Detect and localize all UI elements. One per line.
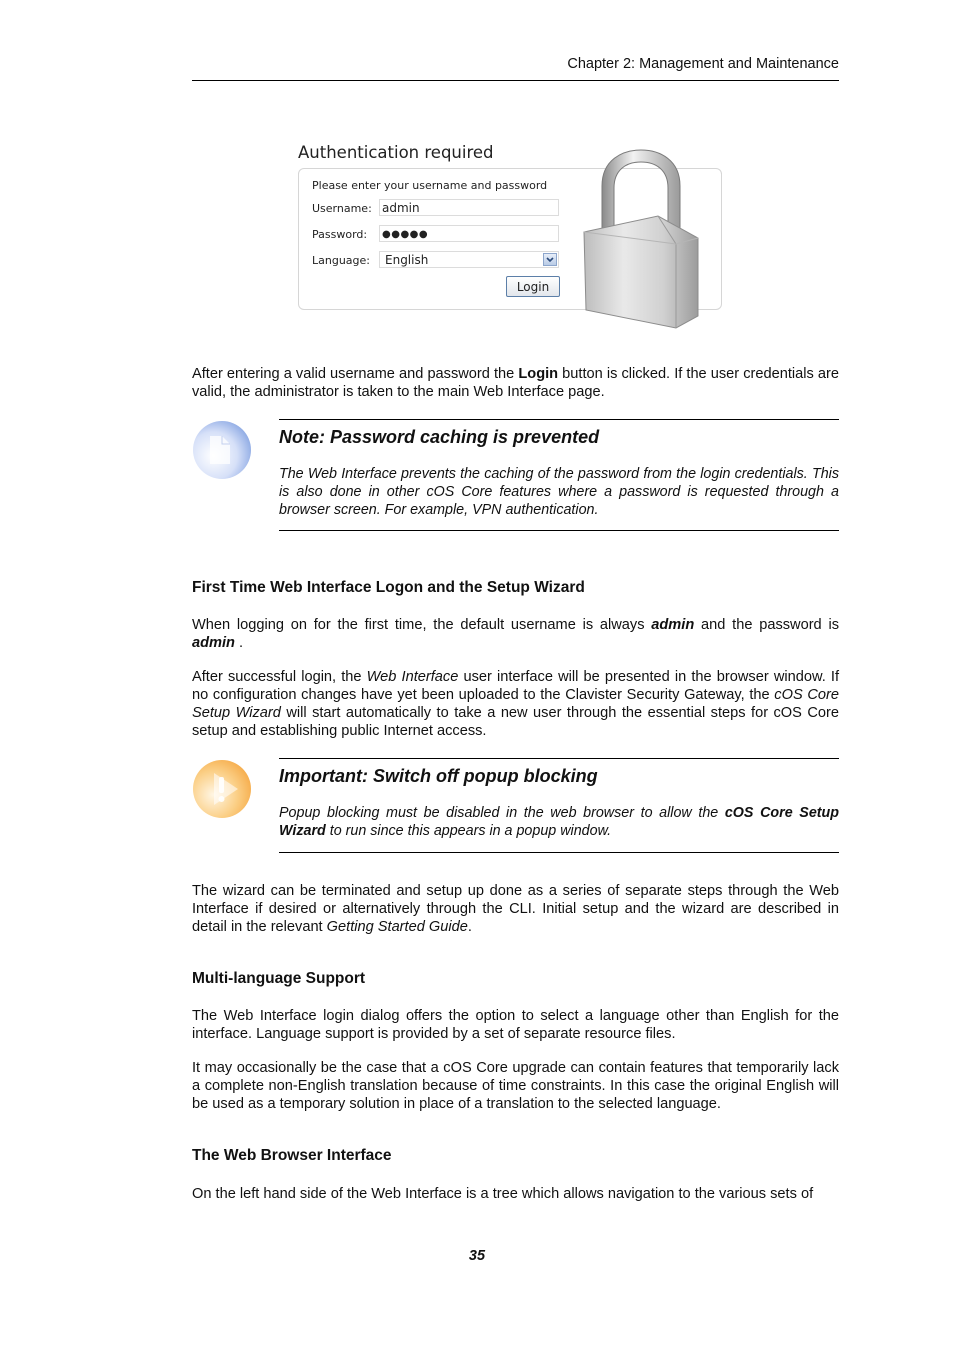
text-run: After successful login, the (192, 669, 367, 685)
emphasis: Web Interface (366, 669, 459, 685)
important-bottom-rule (279, 852, 839, 853)
language-paragraph-2: It may occasionally be the case that a cOS Core upgrade can contain features that temporarily lack a complete non-English translation because of time constraints. In this case the original English will be used as a temporary solution in place of a translation to the selected language. (192, 1060, 839, 1112)
text-run: and the password is (694, 617, 839, 633)
note-text: The Web Interface prevents the caching of the password from the login credentials. This is also done in other cOS Core features where a password is requested through a browser screen. For example, VPN authentication. (279, 466, 839, 518)
emphasis: cOS Core Setup Wizard (279, 805, 839, 839)
important-icon (192, 759, 252, 819)
login-paragraph (192, 365, 839, 401)
text-run: button is clicked. If the user credentials are valid, the administrator is taken to the main Web Interface page. (192, 366, 839, 400)
page-number: 35 (468, 1248, 486, 1264)
password-input[interactable]: ●●●●● (379, 225, 559, 242)
section-heading: Multi-language Support (192, 970, 366, 987)
important-top-rule (279, 758, 839, 759)
auth-title: Authentication required (298, 143, 494, 162)
auth-prompt: Please enter your username and password (312, 179, 548, 192)
text-run: to run since this appears in a popup window. (325, 823, 612, 839)
chevron-down-icon[interactable] (543, 253, 557, 266)
setup-wizard-paragraph (192, 668, 839, 740)
browser-interface-paragraph: On the left hand side of the Web Interface is a tree which allows navigation to the various sets of (192, 1186, 814, 1202)
emphasis: Getting Started Guide (326, 919, 468, 935)
section-heading: First Time Web Interface Logon and the Setup Wizard (192, 579, 585, 596)
text-run: After entering a valid username and password the (192, 366, 519, 382)
important-title: Important: Switch off popup blocking (279, 766, 598, 786)
username-input[interactable]: admin (379, 199, 559, 216)
username-label: Username: (312, 202, 372, 215)
login-button[interactable]: Login (506, 276, 560, 297)
language-select[interactable] (379, 251, 559, 268)
important-text (279, 804, 839, 840)
note-title: Note: Password caching is prevented (279, 427, 600, 447)
note-bottom-rule (279, 530, 839, 531)
note-top-rule (279, 419, 839, 420)
text-run: Popup blocking must be disabled in the web browser to allow the (279, 805, 725, 821)
text-run: When logging on for the first time, the default username is always (192, 617, 652, 633)
text-run: . (467, 919, 472, 935)
section-heading: The Web Browser Interface (192, 1147, 392, 1164)
padlock-icon (578, 146, 702, 332)
note-icon (192, 420, 252, 480)
emphasis: admin (651, 617, 695, 633)
emphasis: Login (518, 366, 559, 382)
language-label: Language: (312, 254, 370, 267)
emphasis: admin (192, 635, 235, 651)
text-run: user interface will be presented in the browser window. If no configuration changes have yet been uploaded to the Clavister Security Gateway, the (192, 669, 839, 703)
emphasis: cOS Core Setup Wizard (192, 687, 839, 721)
password-label: Password: (312, 228, 368, 241)
running-header: Chapter 2: Management and Maintenance (567, 56, 839, 72)
text-run: . (234, 635, 244, 651)
default-credentials-paragraph (192, 616, 839, 652)
language-select-value: English (385, 253, 429, 267)
text-run: The wizard can be terminated and setup up done as a series of separate steps through the Web Interface if desired or alternatively through the CLI. Initial setup and the wizard are described in detail in the relevant (192, 883, 839, 935)
language-paragraph-1: The Web Interface login dialog offers the option to select a language other than English for the interface. Language support is provided by a set of separate resource files. (192, 1008, 839, 1042)
text-run: will start automatically to take a new user through the essential steps for cOS Core setup and establishing public Internet access. (192, 705, 839, 739)
wizard-paragraph (192, 882, 839, 936)
header-rule (192, 80, 839, 81)
